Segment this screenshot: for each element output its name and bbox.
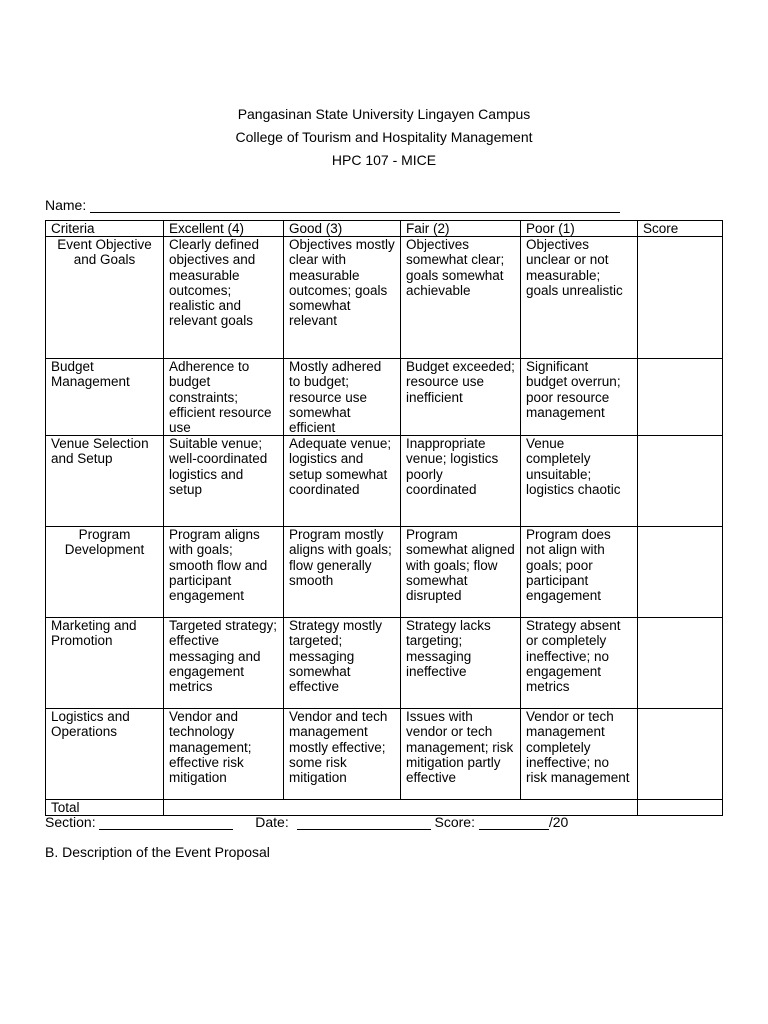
header-criteria: Criteria bbox=[46, 221, 164, 237]
name-blank[interactable] bbox=[90, 198, 620, 213]
criteria-cell: Event Objective and Goals bbox=[46, 237, 164, 359]
poor-cell: Program does not align with goals; poor participant engagement bbox=[521, 527, 638, 618]
section-blank[interactable] bbox=[99, 815, 233, 830]
rubric-table bbox=[45, 220, 723, 816]
fair-cell: Program somewhat aligned with goals; flow somewhat disrupted bbox=[401, 527, 521, 618]
criteria-cell: Marketing and Promotion bbox=[46, 618, 164, 709]
date-blank[interactable] bbox=[297, 815, 431, 830]
university-name: Pangasinan State University Lingayen Campus bbox=[237, 106, 531, 122]
excellent-cell: Clearly defined objectives and measurable outcomes; realistic and relevant goals bbox=[164, 237, 284, 359]
course-code: HPC 107 - MICE bbox=[331, 152, 437, 168]
score-suffix: /20 bbox=[548, 814, 569, 830]
good-cell: Strategy mostly targeted; messaging somewhat effective bbox=[284, 618, 401, 709]
header-good: Good (3) bbox=[284, 221, 401, 237]
poor-cell: Vendor or tech management completely ineffective; no risk management bbox=[521, 709, 638, 800]
score-blank[interactable] bbox=[479, 815, 549, 830]
criteria-cell: Venue Selection and Setup bbox=[46, 436, 164, 527]
footer-fields bbox=[45, 814, 568, 830]
college-name: College of Tourism and Hospitality Management bbox=[235, 129, 533, 145]
excellent-cell: Program aligns with goals; smooth flow and participant engagement bbox=[164, 527, 284, 618]
fair-cell: Objectives somewhat clear; goals somewhat achievable bbox=[401, 237, 521, 359]
good-cell: Mostly adhered to budget; resource use somewhat efficient bbox=[284, 359, 401, 436]
score-cell[interactable] bbox=[638, 618, 723, 709]
poor-cell: Venue completely unsuitable; logistics chaotic bbox=[521, 436, 638, 527]
table-row bbox=[46, 709, 723, 800]
date-label: Date: bbox=[255, 814, 289, 830]
criteria-cell: Program Development bbox=[46, 527, 164, 618]
total-score-cell[interactable] bbox=[638, 800, 723, 816]
header-fair: Fair (2) bbox=[401, 221, 521, 237]
score-cell[interactable] bbox=[638, 237, 723, 359]
poor-cell: Significant budget overrun; poor resource management bbox=[521, 359, 638, 436]
name-label: Name: bbox=[45, 197, 87, 213]
table-row bbox=[46, 359, 723, 436]
score-cell[interactable] bbox=[638, 436, 723, 527]
header-score: Score bbox=[638, 221, 723, 237]
score-cell[interactable] bbox=[638, 709, 723, 800]
poor-cell: Strategy absent or completely ineffective; no engagement metrics bbox=[521, 618, 638, 709]
header-row bbox=[46, 221, 723, 237]
total-label: Total bbox=[46, 800, 164, 816]
header-excellent: Excellent (4) bbox=[164, 221, 284, 237]
table-row bbox=[46, 527, 723, 618]
poor-cell: Objectives unclear or not measurable; goals unrealistic bbox=[521, 237, 638, 359]
good-cell: Vendor and tech management mostly effective; some risk mitigation bbox=[284, 709, 401, 800]
section-label: Section: bbox=[45, 814, 96, 830]
table-row bbox=[46, 436, 723, 527]
score-label: Score: bbox=[434, 814, 475, 830]
fair-cell: Inappropriate venue; logistics poorly coordinated bbox=[401, 436, 521, 527]
header-poor: Poor (1) bbox=[521, 221, 638, 237]
table-row bbox=[46, 237, 723, 359]
criteria-cell: Logistics and Operations bbox=[46, 709, 164, 800]
excellent-cell: Targeted strategy; effective messaging and engagement metrics bbox=[164, 618, 284, 709]
fair-cell: Budget exceeded; resource use inefficient bbox=[401, 359, 521, 436]
score-cell[interactable] bbox=[638, 359, 723, 436]
excellent-cell: Suitable venue; well-coordinated logistics and setup bbox=[164, 436, 284, 527]
table-row bbox=[46, 618, 723, 709]
good-cell: Objectives mostly clear with measurable outcomes; goals somewhat relevant bbox=[284, 237, 401, 359]
score-cell[interactable] bbox=[638, 527, 723, 618]
good-cell: Adequate venue; logistics and setup somewhat coordinated bbox=[284, 436, 401, 527]
criteria-cell: Budget Management bbox=[46, 359, 164, 436]
fair-cell: Strategy lacks targeting; messaging ineffective bbox=[401, 618, 521, 709]
description-heading: B. Description of the Event Proposal bbox=[45, 844, 270, 860]
fair-cell: Issues with vendor or tech management; risk mitigation partly effective bbox=[401, 709, 521, 800]
excellent-cell: Adherence to budget constraints; efficient resource use bbox=[164, 359, 284, 436]
name-field bbox=[45, 197, 620, 213]
good-cell: Program mostly aligns with goals; flow generally smooth bbox=[284, 527, 401, 618]
excellent-cell: Vendor and technology management; effective risk mitigation bbox=[164, 709, 284, 800]
